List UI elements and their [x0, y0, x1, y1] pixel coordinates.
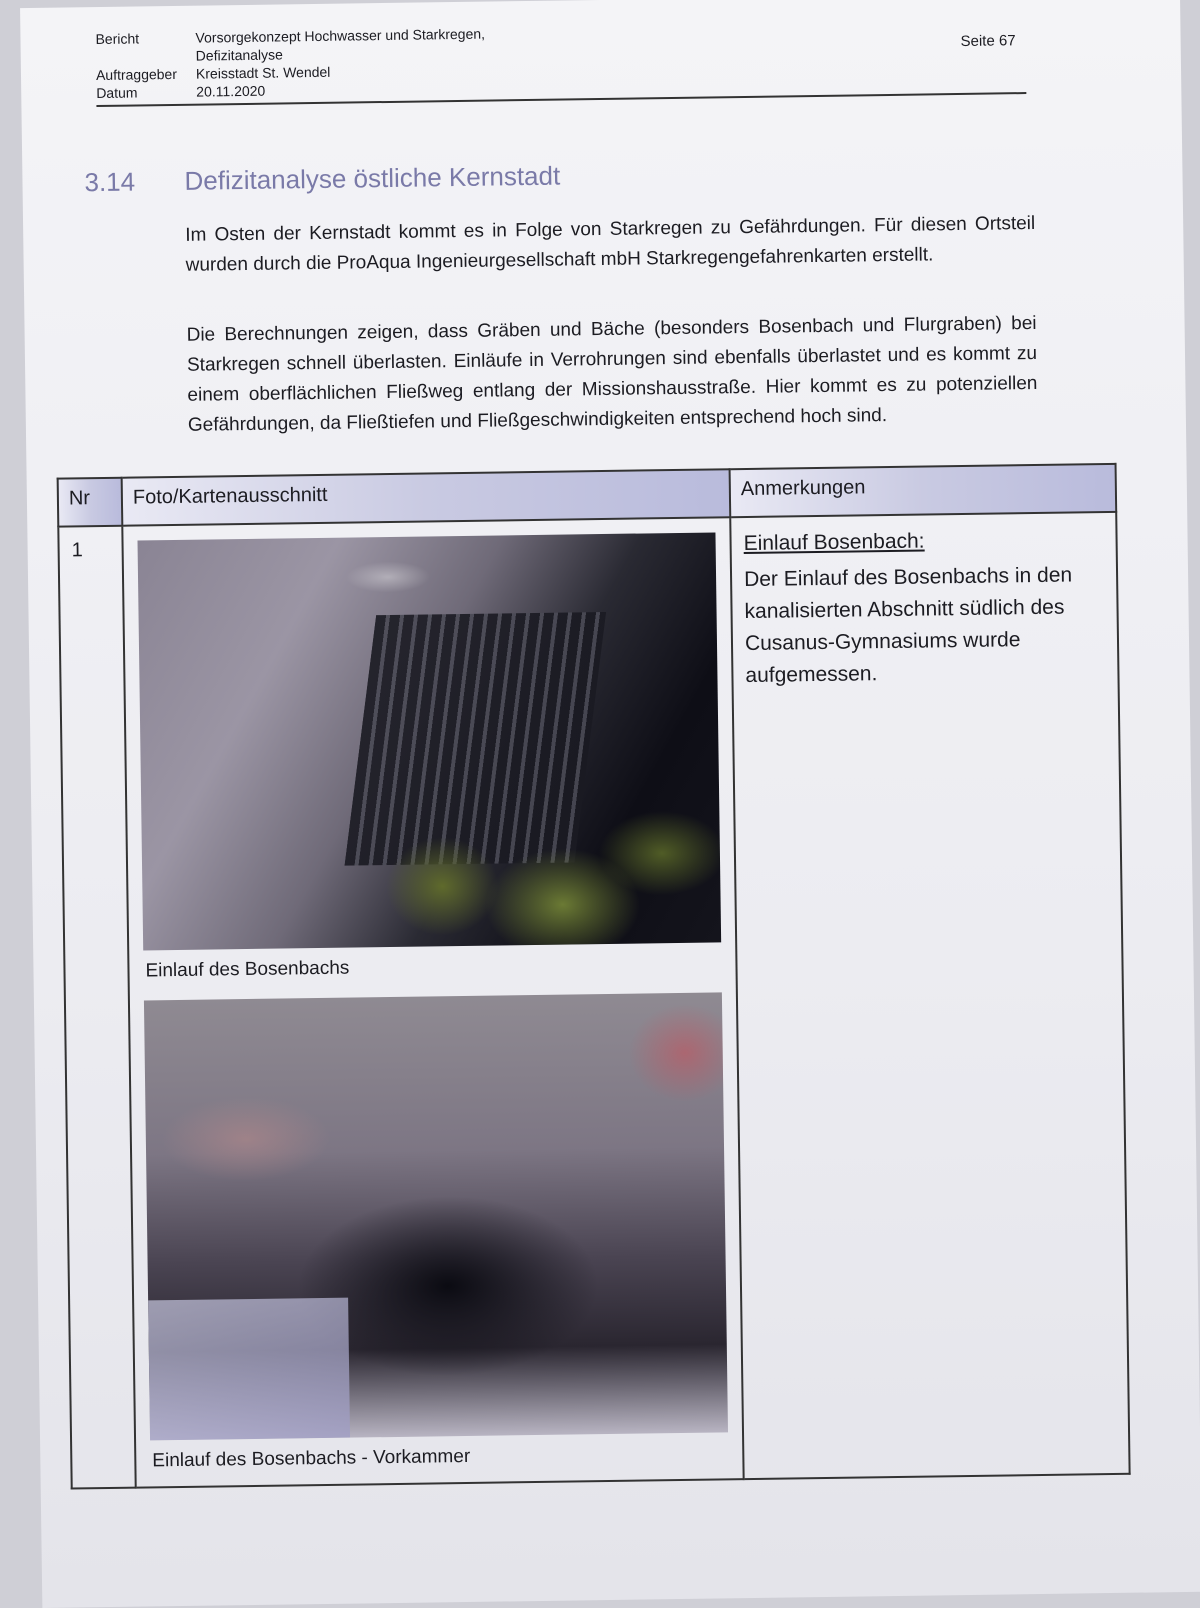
- remarks-title: Einlauf Bosenbach:: [743, 529, 925, 556]
- photo-lower-area: [148, 1298, 350, 1441]
- header-foto: Foto/Kartenausschnitt: [122, 469, 731, 525]
- table-row: [58, 512, 1129, 1489]
- section-number: 3.14: [84, 166, 136, 198]
- photo-inlet-chamber: [144, 992, 728, 1440]
- row-number: 1: [58, 526, 135, 1489]
- document-page: [20, 0, 1200, 1608]
- vegetation-shape: [381, 752, 722, 947]
- datum-label: Datum: [96, 84, 138, 102]
- report-header: [95, 18, 1026, 109]
- bericht-label: Bericht: [95, 30, 140, 48]
- findings-table: [57, 463, 1131, 1490]
- section-title: Defizitanalyse östliche Kernstadt: [184, 160, 561, 196]
- paragraph-intro: Im Osten der Kernstadt kommt es in Folge von Starkregen zu Gefährdungen. Für diesen Ortsteil wurden durch die ProAqua Ingenieurgesellschaft mbH Starkregengefahrenkarten erstellt.: [185, 212, 1036, 276]
- auftraggeber-label: Auftraggeber: [95, 65, 178, 84]
- header-anmerkungen: Anmerkungen: [730, 464, 1117, 517]
- remarks-cell: [730, 512, 1129, 1479]
- photo-caption-2: Einlauf des Bosenbachs - Vorkammer: [152, 1445, 471, 1472]
- photo-caption-1: Einlauf des Bosenbachs: [145, 957, 350, 982]
- header-nr: Nr: [58, 478, 123, 527]
- photo-inlet-grate: [138, 532, 722, 950]
- datum-value: 20.11.2020: [196, 82, 266, 100]
- paragraph-analysis: Die Berechnungen zeigen, dass Gräben und Bäche (besonders Bosenbach und Flurgraben) bei Starkregen schnell überlasten. Einläufe in Verrohrungen sind ebenfalls überlastet und es kommt zu einem oberflächlichen Fließweg entlang der Missionshausstraße. Hier kommt es zu potenziellen Gefährdungen, da Fließtiefen und Fließgeschwindigkeiten entsprechend hoch sind.: [186, 312, 1038, 436]
- page-number: Seite 67: [960, 32, 1016, 50]
- bericht-value-line2: Defizitanalyse: [195, 46, 283, 64]
- photo-cell: [122, 517, 743, 1487]
- remarks-text: Der Einlauf des Bosenbachs in den kanalisierten Abschnitt südlich des Cusanus-Gymnasiums wurde aufgemessen.: [743, 563, 1073, 688]
- auftraggeber-value: Kreisstadt St. Wendel: [195, 63, 331, 82]
- bericht-value-line1: Vorsorgekonzept Hochwasser und Starkregen,: [195, 25, 486, 46]
